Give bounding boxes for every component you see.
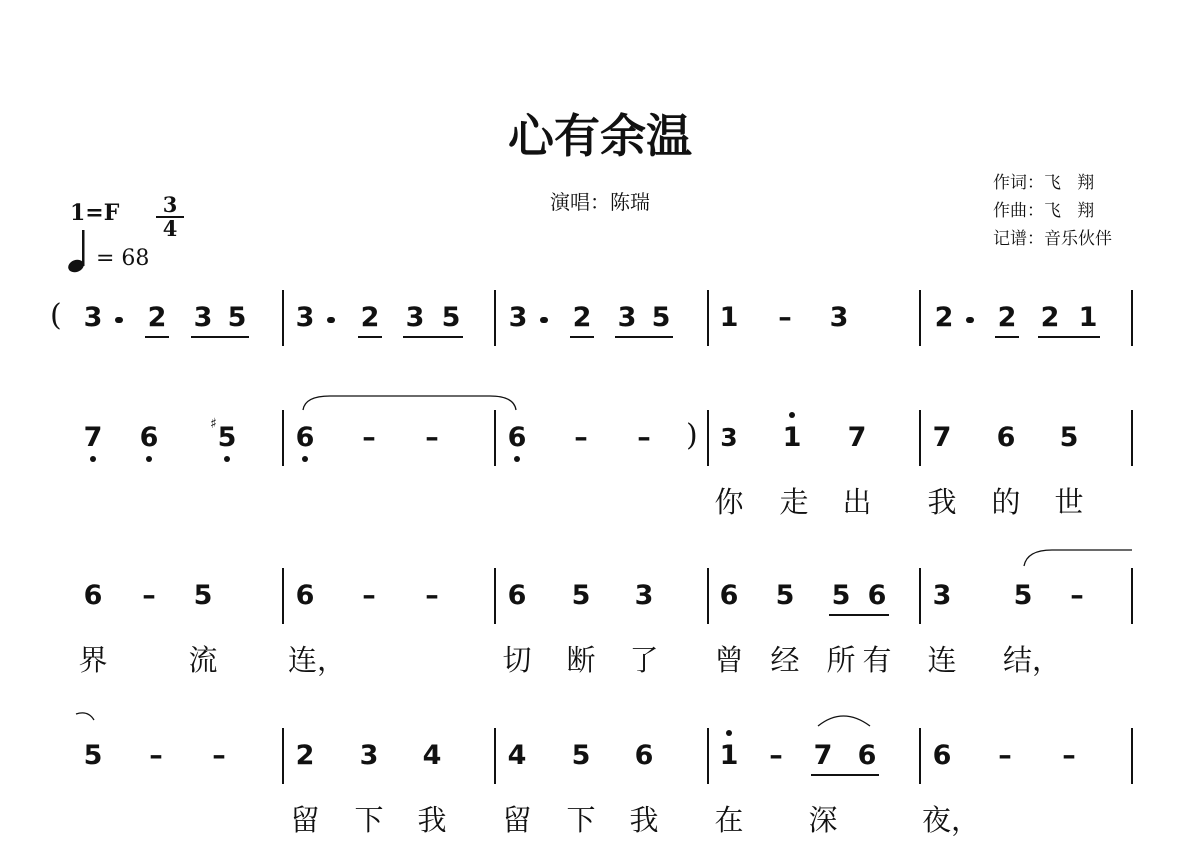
- tie-arc: [1024, 550, 1132, 566]
- time-signature-bottom: 4: [156, 216, 184, 240]
- note: 5: [441, 302, 461, 333]
- barline: [1131, 290, 1133, 346]
- note: 2: [934, 302, 954, 333]
- lyric-syllable: 所: [826, 643, 856, 677]
- duration-underline: [570, 336, 594, 338]
- dash-note: –: [362, 422, 376, 453]
- augmentation-dot: [115, 317, 123, 323]
- tempo-value: = 68: [96, 246, 150, 271]
- barline: [494, 568, 496, 624]
- low-octave-dot: [90, 456, 96, 462]
- barline: [494, 410, 496, 466]
- barline: [1131, 568, 1133, 624]
- note: 5: [1013, 580, 1033, 611]
- note: 2: [997, 302, 1017, 333]
- note: 6: [507, 580, 527, 611]
- barline: [919, 568, 921, 624]
- close-paren: ): [686, 418, 698, 453]
- lyric-syllable: 出: [842, 485, 872, 519]
- tie-arc: [303, 396, 516, 410]
- dash-note: –: [212, 740, 226, 771]
- dash-note: –: [1062, 740, 1076, 771]
- note: 7: [813, 740, 833, 771]
- lyric-syllable: 留: [502, 803, 532, 837]
- note: 5: [775, 580, 795, 611]
- note: 3: [617, 302, 637, 333]
- lyric-syllable: 切: [502, 643, 532, 677]
- duration-underline: [1038, 336, 1100, 338]
- song-title: 心有余温: [508, 109, 692, 163]
- lyric-syllable: 界: [78, 643, 108, 677]
- barline: [282, 410, 284, 466]
- dash-note: –: [149, 740, 163, 771]
- dash-note: –: [637, 422, 651, 453]
- lyric-syllable: 世: [1054, 485, 1084, 519]
- note: 3: [405, 302, 425, 333]
- augmentation-dot: [540, 317, 548, 323]
- slur-arc: [818, 716, 870, 726]
- note: 7: [83, 422, 103, 453]
- dash-note: –: [362, 580, 376, 611]
- note: 6: [932, 740, 952, 771]
- note: 4: [507, 740, 527, 771]
- note: 1: [1078, 302, 1098, 333]
- barline: [282, 568, 284, 624]
- note: 2: [572, 302, 592, 333]
- note: 6: [857, 740, 877, 771]
- sharp-accidental: ♯: [210, 416, 217, 432]
- note: 5: [831, 580, 851, 611]
- duration-underline: [145, 336, 169, 338]
- dash-note: –: [574, 422, 588, 453]
- singer-credit: 演唱：陈瑞: [550, 190, 650, 214]
- dash-note: –: [142, 580, 156, 611]
- open-paren: (: [50, 298, 62, 333]
- augmentation-dot: [966, 317, 974, 323]
- composer-credit: 作曲：飞 翔: [993, 201, 1095, 221]
- note: 6: [867, 580, 887, 611]
- note: 6: [507, 422, 527, 453]
- note: 5: [1059, 422, 1079, 453]
- lyric-syllable: 连，: [288, 643, 347, 677]
- note: 3: [508, 302, 528, 333]
- lyric-syllable: 断: [566, 643, 596, 677]
- key-signature: 1=F: [70, 200, 120, 226]
- note: 2: [1040, 302, 1060, 333]
- note: 5: [227, 302, 247, 333]
- tie-arc: [76, 713, 94, 720]
- lyric-syllable: 夜，: [922, 803, 981, 837]
- lyric-syllable: 连: [927, 643, 957, 677]
- dash-note: –: [1070, 580, 1084, 611]
- dash-note: –: [769, 740, 783, 771]
- barline: [1131, 728, 1133, 784]
- note: 5: [83, 740, 103, 771]
- duration-underline: [995, 336, 1019, 338]
- high-octave-dot: [789, 412, 795, 418]
- barline: [494, 290, 496, 346]
- note: 5: [571, 580, 591, 611]
- note: 6: [139, 422, 159, 453]
- note: 6: [295, 422, 315, 453]
- duration-underline: [358, 336, 382, 338]
- barline: [282, 728, 284, 784]
- note: 3: [720, 423, 738, 452]
- note: 5: [651, 302, 671, 333]
- lyric-syllable: 下: [566, 803, 596, 837]
- note: 5: [217, 422, 237, 453]
- note: 5: [571, 740, 591, 771]
- lyric-syllable: 下: [354, 803, 384, 837]
- lyric-syllable: 我: [629, 803, 659, 837]
- note: 1: [782, 422, 802, 453]
- dash-note: –: [998, 740, 1012, 771]
- dash-note: –: [425, 580, 439, 611]
- note: 6: [634, 740, 654, 771]
- lyric-syllable: 你: [714, 485, 744, 519]
- note: 7: [847, 422, 867, 453]
- lyric-syllable: 我: [417, 803, 447, 837]
- note: 6: [996, 422, 1016, 453]
- high-octave-dot: [726, 730, 732, 736]
- augmentation-dot: [327, 317, 335, 323]
- duration-underline: [191, 336, 249, 338]
- lyric-syllable: 了: [629, 643, 659, 677]
- lyric-syllable: 在: [714, 803, 744, 837]
- note: 2: [295, 740, 315, 771]
- note: 1: [719, 740, 739, 771]
- low-octave-dot: [146, 456, 152, 462]
- note: 3: [634, 580, 654, 611]
- lyric-syllable: 深: [808, 803, 838, 837]
- note: 4: [422, 740, 442, 771]
- low-octave-dot: [224, 456, 230, 462]
- note: 6: [719, 580, 739, 611]
- note: 6: [295, 580, 315, 611]
- note: 3: [829, 302, 849, 333]
- transcriber-credit: 记谱：音乐伙伴: [993, 229, 1112, 249]
- barline: [919, 728, 921, 784]
- lyric-syllable: 流: [188, 643, 218, 677]
- barline: [1131, 410, 1133, 466]
- duration-underline: [615, 336, 673, 338]
- barline: [919, 290, 921, 346]
- duration-underline: [403, 336, 463, 338]
- note: 5: [193, 580, 213, 611]
- low-octave-dot: [302, 456, 308, 462]
- barline: [919, 410, 921, 466]
- lyricist-credit: 作词：飞 翔: [993, 173, 1095, 193]
- note: 3: [932, 580, 952, 611]
- barline: [494, 728, 496, 784]
- barline: [282, 290, 284, 346]
- note: 1: [719, 302, 739, 333]
- note: 2: [360, 302, 380, 333]
- lyric-syllable: 有: [862, 643, 892, 677]
- dash-note: –: [778, 302, 792, 333]
- duration-underline: [811, 774, 879, 776]
- note: 7: [932, 422, 952, 453]
- lyric-syllable: 留: [290, 803, 320, 837]
- lyric-syllable: 走: [779, 485, 809, 519]
- low-octave-dot: [514, 456, 520, 462]
- lyric-syllable: 经: [770, 643, 800, 677]
- lyric-syllable: 我: [927, 485, 957, 519]
- note: 3: [193, 302, 213, 333]
- note: 3: [83, 302, 103, 333]
- note: 3: [295, 302, 315, 333]
- note: 2: [147, 302, 167, 333]
- lyric-syllable: 的: [991, 485, 1021, 519]
- dash-note: –: [425, 422, 439, 453]
- lyric-syllable: 结，: [1003, 643, 1062, 677]
- duration-underline: [829, 614, 889, 616]
- time-signature: [156, 194, 184, 240]
- lyric-syllable: 曾: [714, 643, 744, 677]
- note: 3: [359, 740, 379, 771]
- time-signature-top: 3: [162, 192, 178, 217]
- note: 6: [83, 580, 103, 611]
